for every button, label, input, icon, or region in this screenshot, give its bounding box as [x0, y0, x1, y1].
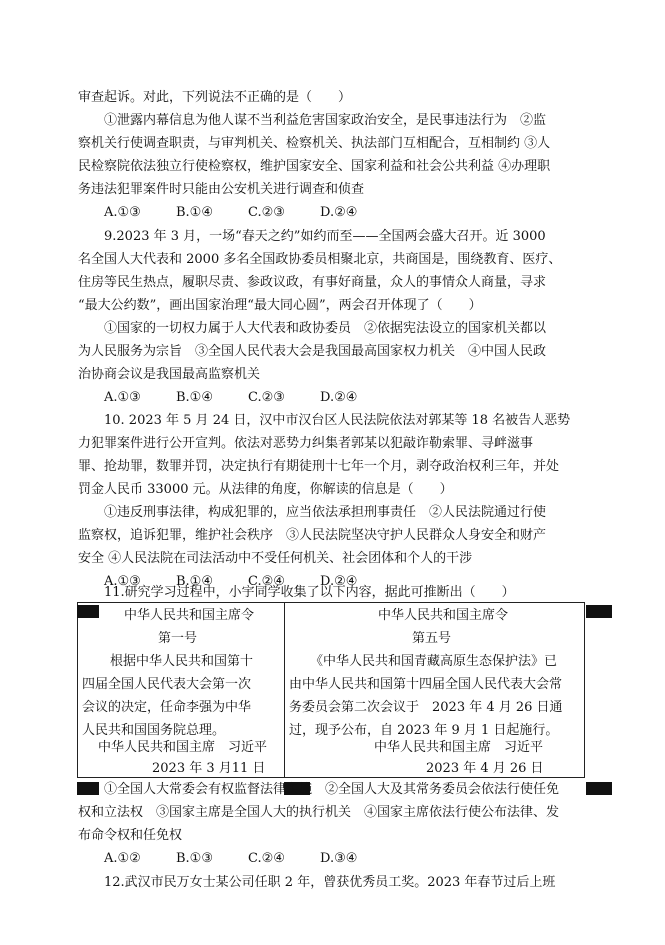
- black-mark: [586, 782, 612, 795]
- q9-option-b[interactable]: B.①④: [176, 390, 213, 405]
- q11-statement-line: ①全国人大常委会有权监督法律实施 ②全国人大及其常务委员会依法行使任免: [104, 782, 560, 797]
- q10-option-a[interactable]: A.①③: [104, 574, 141, 589]
- q9-stem-line: “最大公约数”，画出国家治理“最大同心圆”，两会召开体现了（ ）: [78, 298, 482, 313]
- q11-statement-line: 权和立法权 ③国家主席是全国人大的执行机关 ④国家主席依法行使公布法律、发: [78, 805, 560, 820]
- decree-left-title: 中华人民共和国主席令: [124, 608, 255, 623]
- q8-statement-line: 务违法犯罪案件时只能由公安机关进行调查和侦查: [78, 182, 365, 197]
- q11-options: [104, 851, 392, 867]
- q11-option-d[interactable]: D.③④: [320, 851, 358, 866]
- q8-option-c[interactable]: C.②③: [248, 205, 285, 220]
- q9-statement-line: 为人民服务为宗旨 ③全国人民代表大会是我国最高国家权力机关 ④中国人民政: [78, 344, 547, 359]
- q10-stem-line: 罚金人民币 33000 元。从法律的角度，你解读的信息是（ ）: [78, 482, 453, 497]
- q9-statement-line: 治协商会议是我国最高监察机关: [78, 367, 261, 382]
- decree-left-text: 根据中华人民共和国第十: [110, 654, 254, 669]
- decree-left-signature: 中华人民共和国主席 习近平: [98, 740, 268, 755]
- q10-stem-line: 10. 2023 年 5 月 24 日，汉中市汉台区人民法院依法对郭某等 18 名被告人恶势: [104, 413, 571, 428]
- black-mark: [77, 605, 99, 618]
- decree-left-text: 人民共和国国务院总理。: [82, 723, 226, 738]
- black-mark: [77, 782, 99, 795]
- q11-option-c[interactable]: C.②④: [248, 851, 285, 866]
- decree-divider: [284, 602, 285, 778]
- decree-right-date: 2023 年 4 月 26 日: [426, 761, 544, 776]
- decree-left-date: 2023 年 3 月11 日: [152, 761, 266, 776]
- q10-stem-line: 力犯罪案件进行公开宣判。依法对恶势力纠集者郭某以犯敲诈勒索罪、寻衅滋事: [78, 436, 534, 451]
- q10-option-c[interactable]: C.②④: [248, 574, 285, 589]
- q8-stem-tail: 审查起诉。对此，下列说法不正确的是（ ）: [78, 90, 352, 105]
- decree-left-text: 会议的决定，任命李强为中华: [82, 700, 252, 715]
- q8-option-d[interactable]: D.②④: [320, 205, 358, 220]
- q9-stem-line: 名全国人大代表和 2000 多名全国政协委员相聚北京，共商国是，围绕教育、医疗、: [78, 252, 562, 267]
- q10-option-d[interactable]: D.②④: [320, 574, 358, 589]
- decree-right-title: 中华人民共和国主席令: [378, 608, 509, 623]
- q9-option-c[interactable]: C.②③: [248, 390, 285, 405]
- q12-stem-line: 12.武汉市民万女士某公司任职 2 年，曾获优秀员工奖。2023 年春节过后上班: [104, 875, 556, 890]
- q9-stem-line: 住房等民生热点，履职尽责、参政议政，有事好商量，众人的事情众人商量，寻求: [78, 275, 547, 290]
- q8-option-b[interactable]: B.①④: [176, 205, 213, 220]
- decree-right-text: 过，现予公布，自 2023 年 9 月 1 日起施行。: [289, 723, 559, 738]
- q9-stem-line: 9.2023 年 3 月，一场“春天之约”如约而至——全国两会盛大召开。近 3000: [104, 229, 546, 244]
- black-mark: [586, 605, 612, 618]
- q10-statement-line: 安全 ④人民法院在司法活动中不受任何机关、社会团体和个人的干涉: [78, 551, 473, 566]
- decree-right-number: 第五号: [412, 631, 452, 646]
- decree-right-text: 《中华人民共和国青藏高原生态保护法》已: [310, 654, 558, 669]
- q11-option-b[interactable]: B.①③: [176, 851, 213, 866]
- decree-right-text: 务委员会第二次会议于 2023 年 4 月 26 日通: [289, 700, 563, 715]
- q8-options: [104, 205, 392, 221]
- decree-right-signature: 中华人民共和国主席 习近平: [374, 740, 544, 755]
- q8-option-a[interactable]: A.①③: [104, 205, 141, 220]
- q10-statement-line: 监察权，追诉犯罪，维护社会秩序 ③人民法院坚决守护人民群众人身安全和财产: [78, 528, 547, 543]
- q11-stem-line: 11.研究学习过程中，小宇同学收集了以下内容，据此可推断出（ ）: [104, 585, 515, 600]
- q10-option-b[interactable]: B.①④: [176, 574, 213, 589]
- q9-option-d[interactable]: D.②④: [320, 390, 358, 405]
- q9-option-a[interactable]: A.①③: [104, 390, 141, 405]
- q10-statement-line: ①违反刑事法律，构成犯罪的，应当依法承担刑事责任 ②人民法院通过行使: [104, 505, 547, 520]
- q10-stem-line: 罪、抢劫罪，数罪并罚，决定执行有期徒刑十七年一个月，剥夺政治权利三年，并处: [78, 459, 560, 474]
- decree-left-number: 第一号: [158, 631, 198, 646]
- decree-right-text: 由中华人民共和国第十四届全国人民代表大会常: [289, 677, 563, 692]
- decree-left-text: 四届全国人民代表大会第一次: [82, 677, 252, 692]
- q11-option-a[interactable]: A.①②: [104, 851, 141, 866]
- q8-statement-line: ①泄露内幕信息为他人谋不当利益危害国家政治安全，是民事违法行为 ②监: [104, 113, 547, 128]
- q11-statement-line: 布命令权和任免权: [78, 828, 183, 843]
- q8-statement-line: 民检察院依法独立行使检察权，维护国家安全、国家利益和社会公共利益 ④办理职: [78, 159, 551, 174]
- q8-statement-line: 察机关行使调查职责，与审判机关、检察机关、执法部门互相配合，互相制约 ③人: [78, 136, 551, 151]
- q9-statement-line: ①国家的一切权力属于人大代表和政协委员 ②依据宪法设立的国家机关都以: [104, 321, 547, 336]
- q9-options: [104, 390, 392, 406]
